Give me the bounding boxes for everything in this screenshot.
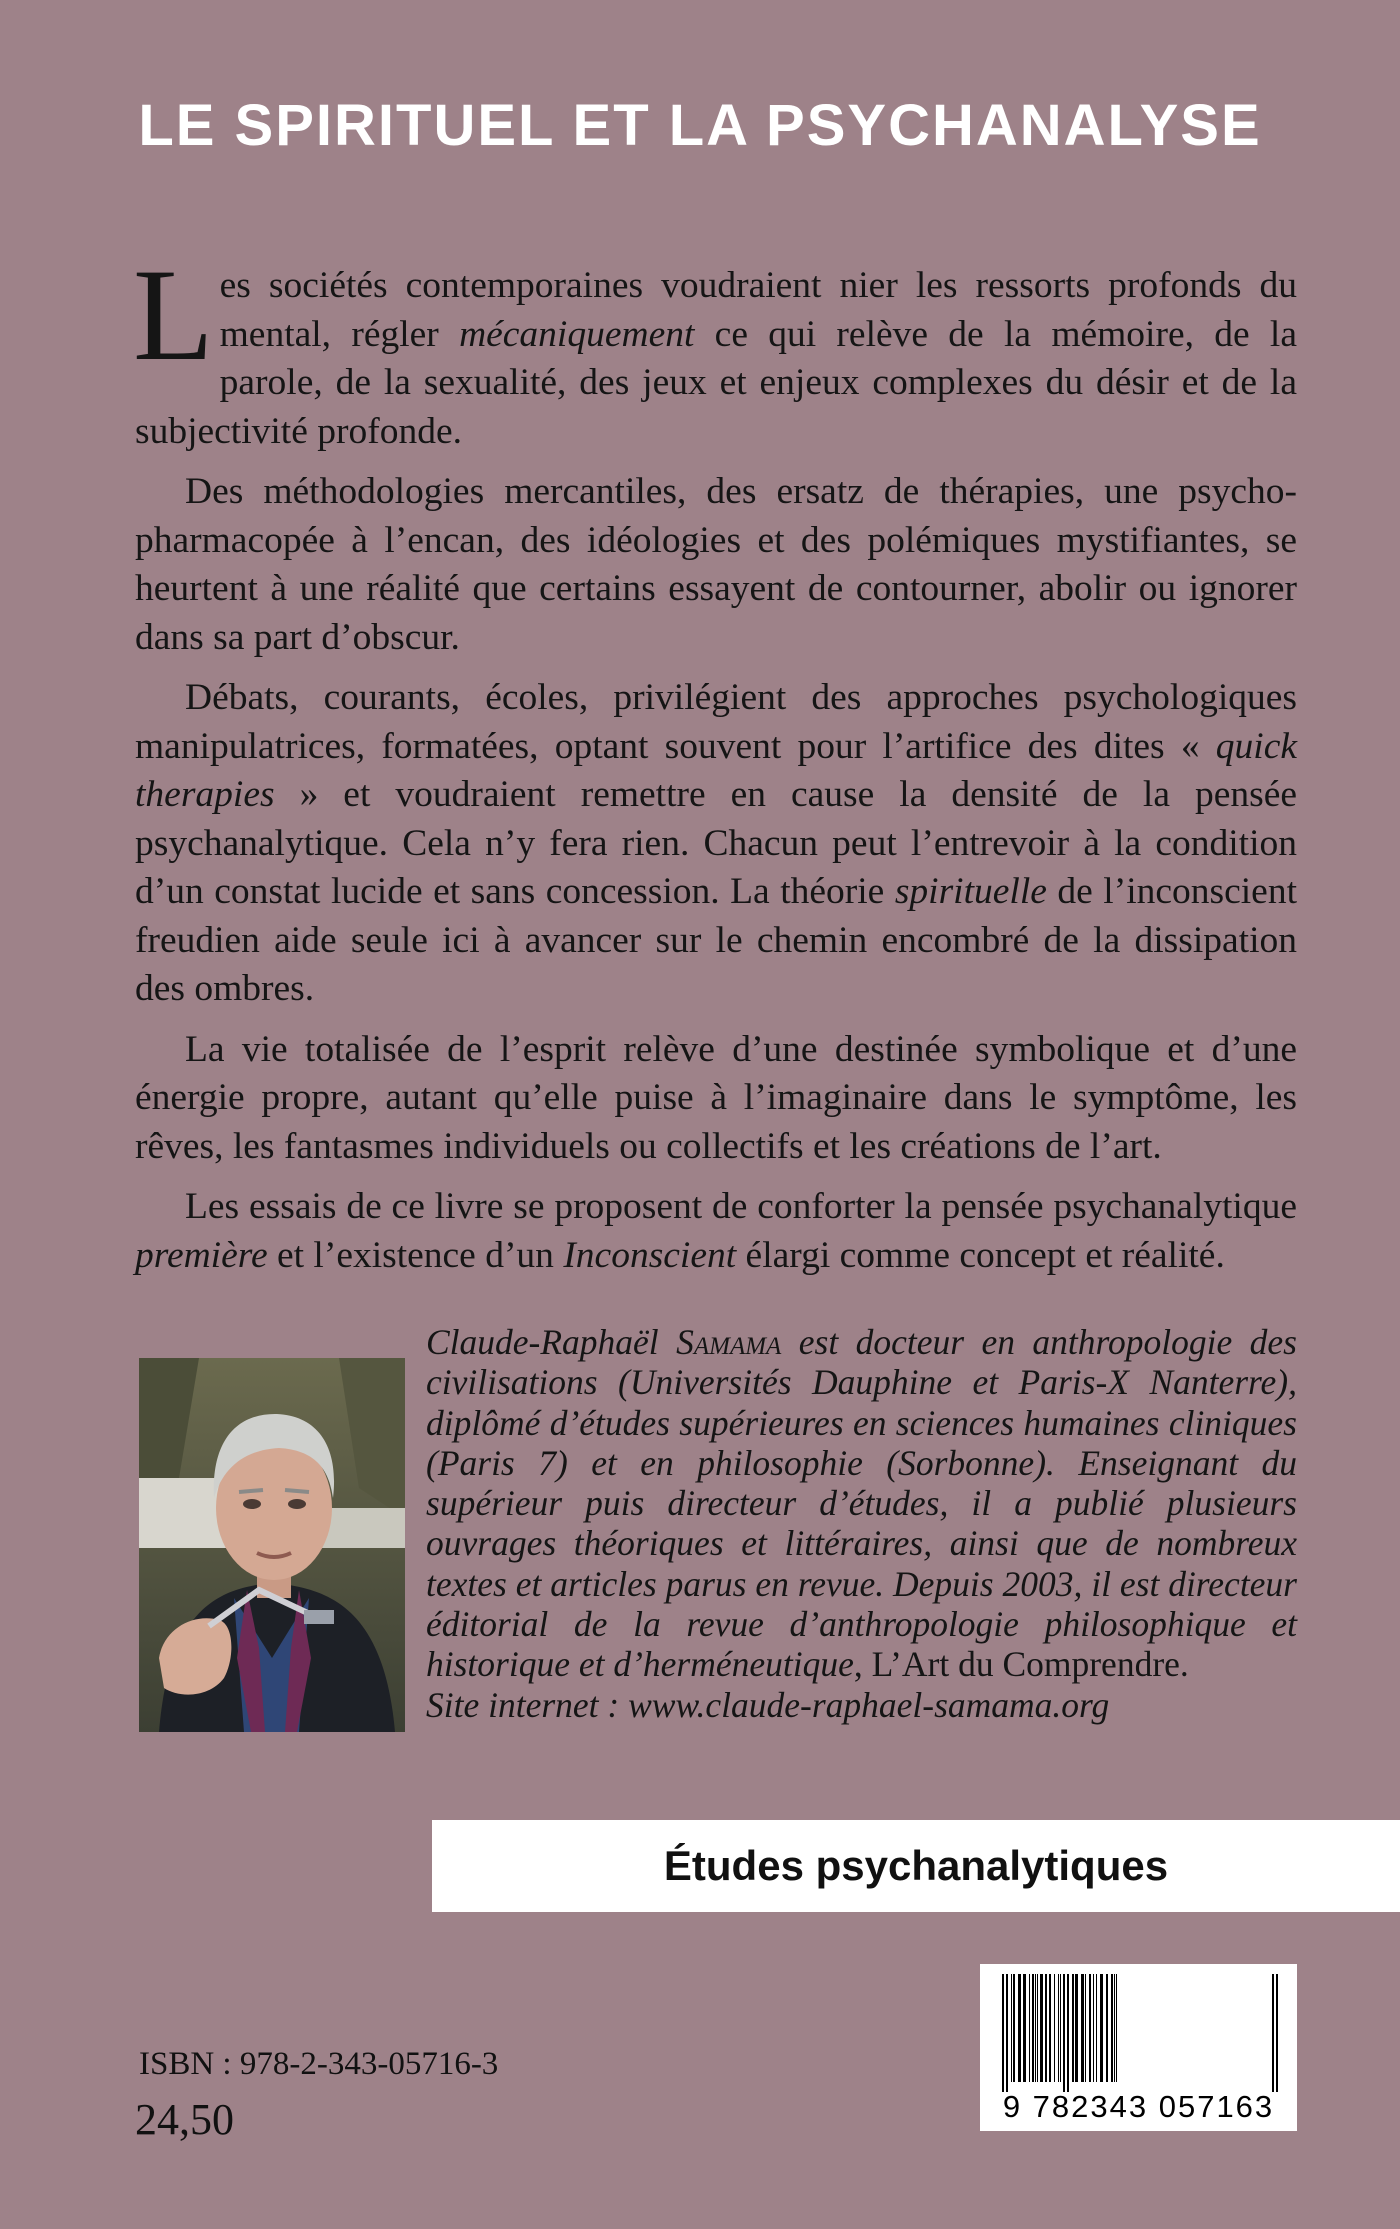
barcode-bar bbox=[1013, 1974, 1015, 2082]
series-banner bbox=[432, 1820, 1400, 1912]
barcode-bar bbox=[1072, 1974, 1074, 2082]
barcode-bar bbox=[1063, 1974, 1065, 2092]
barcode-bar bbox=[1058, 1974, 1059, 2082]
barcode-bar bbox=[1089, 1974, 1091, 2082]
author-surname: Samama bbox=[676, 1322, 782, 1362]
barcode-bar bbox=[1049, 1974, 1051, 2082]
barcode-bar bbox=[1029, 1974, 1030, 2082]
barcode-bar bbox=[1106, 1974, 1108, 2082]
barcode-bar bbox=[1116, 1974, 1117, 2082]
barcode-bar bbox=[1060, 1974, 1061, 2082]
drop-cap: L bbox=[133, 241, 214, 388]
barcode-number: 9 782343 057163 bbox=[1002, 2089, 1275, 2124]
book-title: LE SPIRITUEL ET LA PSYCHANALYSE bbox=[138, 93, 1262, 158]
paragraph-5: Les essais de ce livre se proposent de conforter la pensée psychanalytique première et l’existence d’un Inconscient élargi comme concept et réalité. bbox=[135, 1186, 1297, 1276]
barcode-bar bbox=[1114, 1974, 1115, 2082]
barcode-bar bbox=[1276, 1974, 1278, 2092]
price-label: 24,50 bbox=[135, 2095, 234, 2144]
barcode-bar bbox=[1035, 1974, 1036, 2082]
barcode-bar bbox=[1037, 1974, 1038, 2082]
series-label: Études psychanalytiques bbox=[663, 1842, 1169, 1889]
barcode-bar bbox=[1006, 1974, 1008, 2092]
author-photo bbox=[139, 1358, 405, 1732]
paragraph-3: Débats, courants, écoles, privilégient des approches psychologiques manipulatrices, formatées, optant souvent pour l’artifice des dites « quick therapies » et voudraient remettre en cause la densité de la pensée psychanalytique. Cela n’y fera rien. Chacun peut l’entrevoir à la condition d’un constat lucide et sans concession. La théorie spirituelle de l’inconscient freudien aide seule ici à avancer sur le chemin encombré de la dissipation des ombres. bbox=[135, 677, 1297, 1009]
journal-name: , L’Art du Comprendre. bbox=[853, 1644, 1189, 1685]
barcode-bar bbox=[1075, 1974, 1078, 2082]
barcode-bar bbox=[1023, 1974, 1026, 2082]
barcode-bar bbox=[1081, 1974, 1084, 2082]
barcode-bar bbox=[1111, 1974, 1113, 2082]
barcode-bar bbox=[1093, 1974, 1094, 2082]
author-website[interactable]: Site internet : www.claude-raphael-samama.org bbox=[426, 1684, 1110, 1725]
barcode-bar bbox=[1002, 1974, 1004, 2092]
barcode-bar bbox=[1085, 1974, 1086, 2082]
barcode-bar bbox=[1018, 1974, 1021, 2082]
barcode-bar bbox=[1040, 1974, 1043, 2082]
barcode-bar bbox=[1054, 1974, 1055, 2082]
author-portrait-illustration bbox=[139, 1358, 405, 1732]
barcode-bar bbox=[1096, 1974, 1097, 2082]
barcode-bar bbox=[1032, 1974, 1034, 2082]
barcode-bar bbox=[1100, 1974, 1103, 2082]
barcode-bar bbox=[1045, 1974, 1047, 2082]
paragraph-4: La vie totalisée de l’esprit relève d’une destinée symbolique et d’une énergie propre, autant qu’elle puise à l’imaginaire dans le symptôme, les rêves, les fantasmes individuels ou collectifs et les créations de l’art. bbox=[135, 1028, 1297, 1167]
barcode-bar bbox=[1272, 1974, 1274, 2092]
barcode-bar bbox=[1067, 1974, 1069, 2092]
barcode bbox=[980, 1964, 1297, 2131]
back-cover-text bbox=[133, 241, 1297, 1292]
barcode-bar bbox=[1011, 1974, 1012, 2082]
paragraph-2: Des méthodologies mercantiles, des ersatz de thérapies, une psycho-pharmacopée à l’encan, des idéologies et des polémiques mystifiantes, se heurtent à une réalité que certains essayent de contourner, abolir ou ignorer dans sa part d’obscur. bbox=[135, 471, 1297, 658]
isbn-label: ISBN : 978-2-343-05716-3 bbox=[139, 2046, 499, 2082]
author-bio: Claude-Raphaël Samama est docteur en anthropologie des civilisations (Universités Dauphine et Paris-X Nanterre), diplômé d’études supérieures en sciences humaines cliniques (Paris 7) et en philosophie (Sorbonne). Enseignant du supérieur puis directeur d’études, il a publié plusieurs ouvrages théoriques et littéraires, ainsi que de nombreux textes et articles parus en revue. Depuis 2003, il est directeur éditorial de la revue d’anthropologie philosophique et historique et d’herméneutique, L’Art du Comprendre. Site internet : www.claude-raphael-samama.org bbox=[426, 1322, 1297, 1725]
paragraph-1: Les sociétés contemporaines voudraient nier les ressorts profonds du mental, régler mécaniquement ce qui relève de la mémoire, de la parole, de la sexualité, des jeux et enjeux complexes du désir et de la subjectivité profonde. bbox=[133, 241, 1297, 452]
